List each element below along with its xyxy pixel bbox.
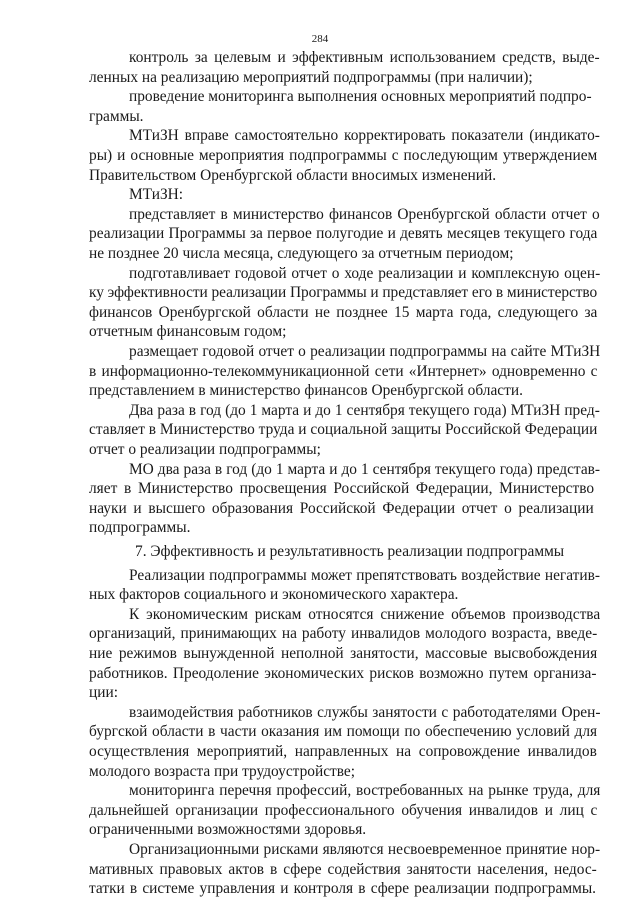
text-line: ных факторов социального и экономического характера.: [89, 586, 459, 604]
text-line: осуществления мероприятий, направленных на сопровождение инвалидов: [89, 743, 597, 760]
text-line: подпрограммы.: [89, 519, 191, 537]
text-line: ляет в Министерство просвещения Российской Федерации, Министерство: [89, 480, 595, 498]
text-line: не позднее 20 числа месяца, следующего за отчетным периодом;: [89, 245, 514, 262]
text-line: представлением в министерство финансов Оренбургской области.: [89, 382, 523, 400]
text-line: проведение мониторинга выполнения основных мероприятий подпро-: [129, 88, 592, 106]
page-number: 284: [311, 33, 329, 45]
text-line: контроль за целевым и эффективным использованием средств, выде-: [129, 49, 600, 66]
text-line: взаимодействия работников службы занятости с работодателями Орен-: [129, 703, 601, 721]
text-line: Два раза в год (до 1 марта и до 1 сентября текущего года) МТиЗН пред-: [129, 401, 600, 419]
text-line: татки в системе управления и контроля в сфере реализации подпрограммы.: [89, 880, 597, 898]
text-line: К экономическим рискам относятся снижение объемов производства: [129, 605, 601, 623]
text-line: отчетным финансовым годом;: [89, 323, 287, 341]
text-line: науки и высшего образования Российской Федерации отчет о реализации: [89, 499, 594, 517]
text-line: работников. Преодоление экономических рисков возможно путем организа-: [89, 664, 597, 682]
text-line: ку эффективности реализации Программы и представляет его в министерство: [89, 284, 598, 302]
text-line: ние режимов вынужденной неполной занятости, массовые высвобождения: [89, 645, 598, 662]
text-line: представляет в министерство финансов Оренбургской области отчет о: [129, 205, 600, 223]
text-line: подготавливает годовой отчет о ходе реализации и комплексную оцен-: [129, 264, 601, 282]
text-line: ограниченными возможностями здоровья.: [89, 821, 367, 839]
section-heading: 7. Эффективность и результативность реализации подпрограммы: [135, 543, 565, 560]
text-line: молодого возраста при трудоустройстве;: [89, 762, 356, 780]
text-line: размещает годовой отчет о реализации подпрограммы на сайте МТиЗН: [129, 343, 601, 360]
text-line: реализации Программы за первое полугодие и девять месяцев текущего года: [89, 225, 598, 243]
text-line: МО два раза в год (до 1 марта и до 1 сентября текущего года) представ-: [129, 460, 601, 478]
text-line: в информационно-телекоммуникационной сети «Интернет» одновременно с: [89, 362, 598, 380]
text-line: ции:: [89, 684, 118, 702]
text-line: МТиЗН:: [129, 186, 184, 204]
text-line: Реализации подпрограммы может препятствовать воздействие негатив-: [129, 566, 601, 584]
text-line: МТиЗН вправе самостоятельно корректировать показатели (индикато-: [129, 127, 600, 145]
text-line: ставляет в Министерство труда и социальной защиты Российской Федерации: [89, 421, 598, 439]
text-line: отчет о реализации подпрограммы;: [89, 441, 321, 458]
text-line: финансов Оренбургской области не позднее 15 марта года, следующего за: [89, 303, 598, 321]
text-line: граммы.: [89, 107, 144, 125]
text-line: дальнейшей организации профессионального обучения инвалидов и лиц с: [89, 801, 598, 819]
text-line: бургской области в части оказания им помощи по обеспечению условий для: [89, 723, 598, 741]
text-line: организаций, принимающих на работу инвалидов молодого возраста, введе-: [89, 625, 598, 643]
text-line: ры) и основные мероприятия подпрограммы с последующим утверждением: [89, 147, 598, 164]
text-line: Организационными рисками являются несвоевременное принятие нор-: [129, 841, 601, 858]
text-line: мониторинга перечня профессий, востребованных на рынке труда, для: [129, 782, 601, 800]
text-line: мативных правовых актов в сфере содействия занятости населения, недос-: [89, 860, 597, 878]
text-line: ленных на реализацию мероприятий подпрограммы (при наличии);: [89, 68, 533, 86]
text-line: Правительством Оренбургской области вносимых изменений.: [89, 166, 497, 184]
